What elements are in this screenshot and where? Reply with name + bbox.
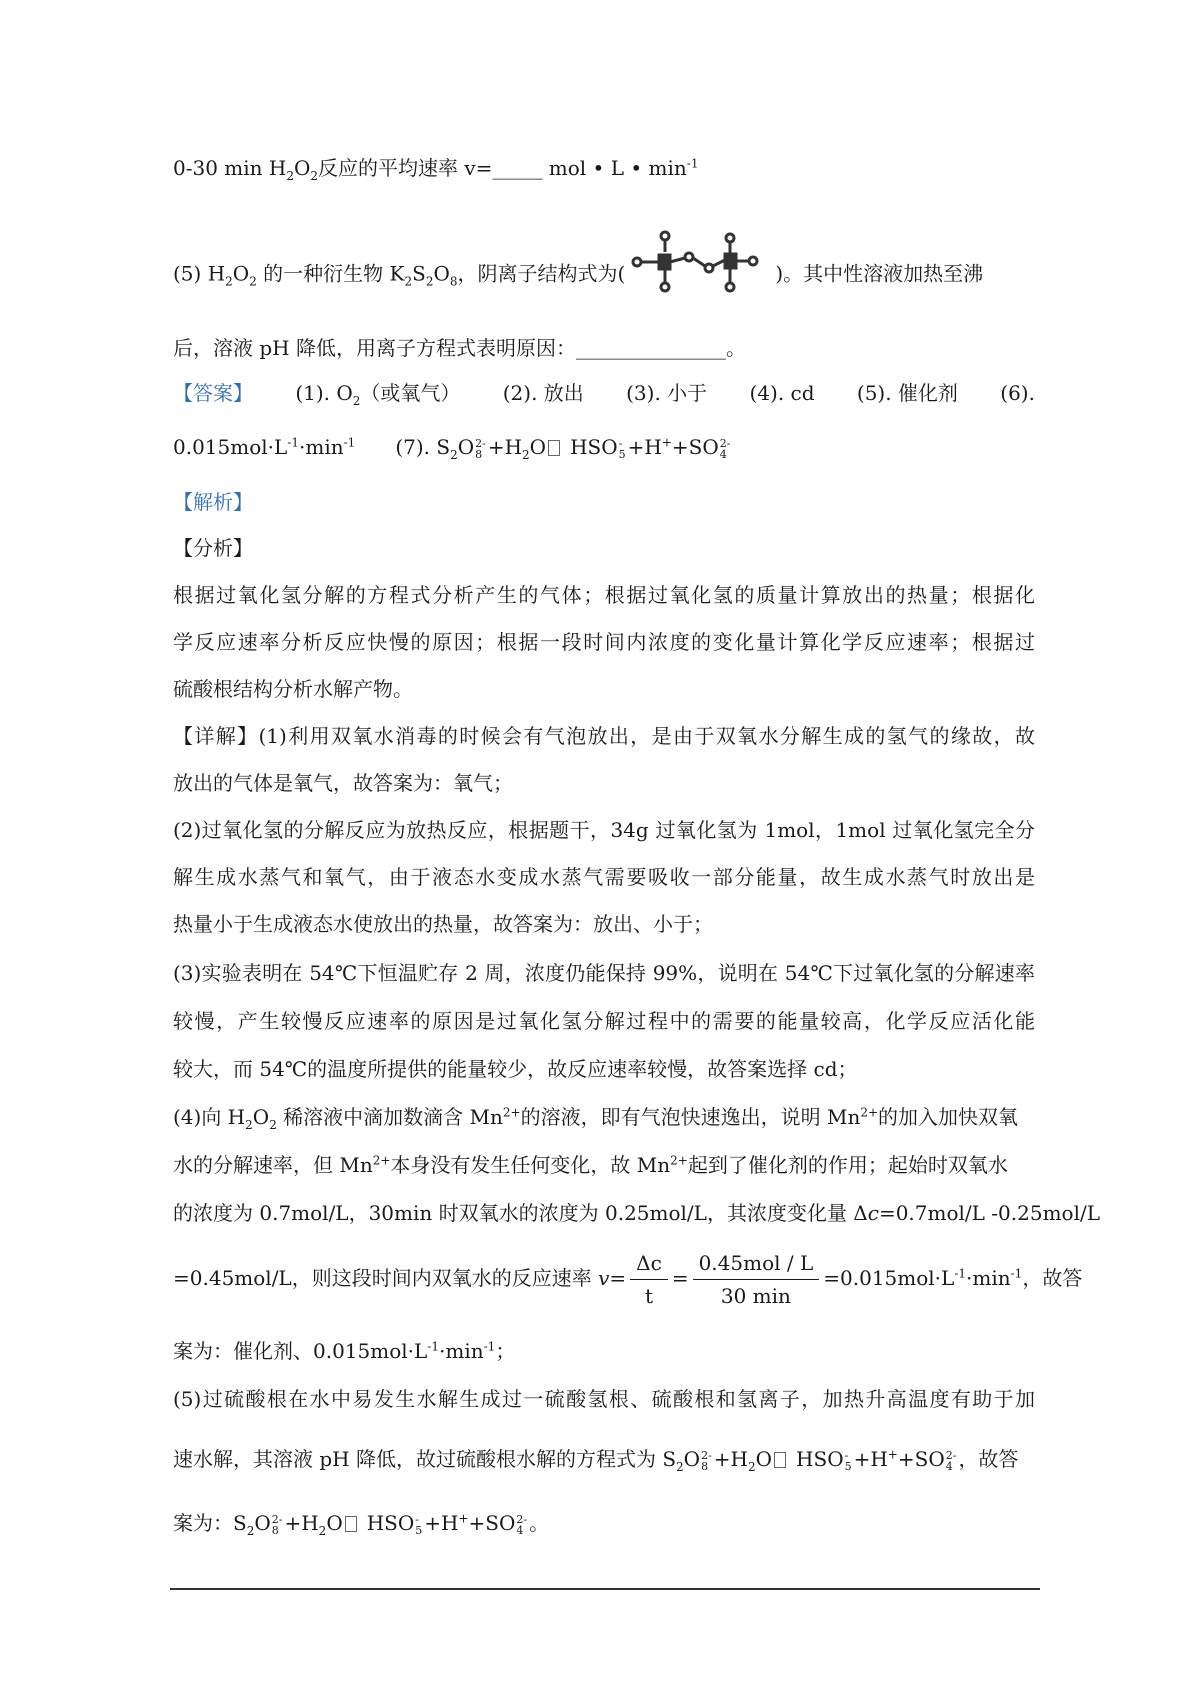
analysis-line-3: 硫酸根结构分析水解产物。	[173, 677, 413, 701]
text: （或氧气）	[360, 381, 461, 405]
text: 水的分解速率，但 Mn	[173, 1153, 373, 1177]
subscript: 2	[269, 1118, 277, 1132]
text: ，故答	[958, 1447, 1019, 1471]
detail-p1-line-1: 【详解】(1)利用双氧水消毒的时候会有气泡放出，是由于双氧水分解生成的氢气的缘故，故	[173, 724, 1035, 748]
superscript: 2+	[372, 1153, 391, 1168]
jiexi-tag: 【解析】	[173, 490, 253, 514]
text: 案为：	[173, 1511, 233, 1535]
text: O	[254, 1511, 271, 1535]
detail-p1-line-2: 放出的气体是氧气，故答案为：氧气；	[173, 771, 513, 795]
question-5-line	[173, 240, 1035, 310]
text: 0.015mol·L	[173, 435, 288, 459]
text: =0.7mol/L -0.25mol/L	[878, 1201, 1101, 1225]
answer-line-1	[173, 378, 1035, 408]
charge-script	[720, 438, 731, 460]
fraction-value	[693, 1250, 820, 1309]
subscript: 8	[449, 274, 458, 289]
text: 本身没有发生任何变化，故 Mn	[390, 1153, 671, 1177]
sup-text: -	[618, 436, 623, 450]
text: HSO	[796, 1447, 844, 1471]
text: +SO	[671, 435, 719, 459]
text: O	[529, 435, 547, 459]
sub-text: 4	[516, 1523, 524, 1537]
detail-p4-line-4	[173, 1248, 1083, 1309]
numerator: Δc	[630, 1250, 668, 1280]
answer-item-1	[295, 378, 460, 408]
text: +SO	[468, 1511, 516, 1535]
subscript: 2	[676, 1460, 684, 1474]
answer-item-4: (4). cd	[749, 381, 815, 405]
subscript: 2	[748, 1460, 756, 1474]
detail-p4-line-1	[173, 1102, 1035, 1132]
text: (4)向 H	[173, 1105, 246, 1129]
text: 的溶液，即有气泡快速逸出，说明 Mn	[520, 1105, 861, 1129]
superscript: +	[661, 435, 672, 450]
sub-text: 5	[618, 447, 626, 461]
text: (1). O	[295, 381, 353, 405]
answer-tag: 【答案】	[173, 381, 253, 405]
charge-script	[946, 1450, 957, 1472]
sup-text: 2-	[271, 1512, 283, 1526]
text: +H	[284, 1511, 319, 1535]
detail-p5-line-2	[173, 1444, 1035, 1474]
text: +H	[424, 1511, 459, 1535]
text: +H	[627, 435, 662, 459]
peroxydisulfate-structure-image	[625, 240, 775, 310]
footer-divider	[170, 1588, 1040, 1590]
sub-text: 5	[844, 1459, 852, 1473]
detail-p5-line-3	[173, 1508, 1035, 1538]
numerator: 0.45mol / L	[693, 1250, 820, 1280]
text: 。	[529, 1511, 550, 1535]
subscript: 2	[249, 274, 257, 289]
denominator: 30 min	[720, 1284, 791, 1308]
subscript: 2	[425, 274, 434, 289]
subscript: 2	[404, 274, 413, 289]
sub-text: 5	[415, 1523, 423, 1537]
text: 案为：催化剂、0.015mol·L	[173, 1339, 428, 1363]
text: 起到了催化剂的作用；起始时双氧水	[687, 1153, 1008, 1177]
text: ，阴离子结构式为(	[457, 261, 626, 286]
text: 速水解，其溶液 pH 降低，故过硫酸根水解的方程式为 S	[173, 1447, 677, 1471]
charge-script	[845, 1450, 852, 1472]
sup-text: -	[844, 1448, 849, 1462]
sup-text: 2-	[945, 1448, 957, 1462]
question-5-line-2: 后，溶液 pH 降低，用离子方程式表明原因：_______________。	[173, 336, 746, 360]
answer-line-2	[173, 432, 1035, 462]
text: O	[326, 1511, 343, 1535]
subscript: 2	[225, 274, 233, 289]
text: )。其中性溶液加热至沸	[775, 261, 984, 286]
text: HSO	[366, 1511, 415, 1535]
analysis-line-2: 学反应速率分析反应快慢的原因；根据一段时间内浓度的变化量计算化学反应速率；根据过	[173, 630, 1035, 654]
text: HSO	[570, 435, 618, 459]
text: v	[598, 1266, 610, 1290]
charge-script	[475, 438, 486, 460]
text: +H	[713, 1447, 748, 1471]
text: +H	[487, 435, 523, 459]
text: =	[609, 1266, 627, 1290]
superscript: +	[458, 1511, 469, 1526]
superscript: -1	[427, 1339, 439, 1354]
analysis-line-1: 根据过氧化氢分解的方程式分析产生的气体；根据过氧化氢的质量计算放出的热量；根据化	[173, 583, 1035, 607]
text: S	[412, 261, 426, 286]
text: ·min	[299, 435, 344, 459]
text: O	[232, 261, 250, 286]
charge-script	[272, 1514, 283, 1536]
charge-script	[619, 438, 626, 460]
text: =0.015mol·L	[823, 1266, 955, 1290]
text: ·min	[966, 1266, 1011, 1290]
text: ·min	[439, 1339, 484, 1363]
text: O	[457, 435, 475, 459]
text: =	[671, 1266, 689, 1290]
text: 的一种衍生物 K	[256, 261, 405, 286]
superscript: 2+	[860, 1105, 879, 1120]
text: S	[233, 1511, 247, 1535]
detail-p2-line-1: (2)过氧化氢的分解反应为放热反应，根据题干，34g 过氧化氢为 1mol，1mol 过氧化氢完全分	[173, 818, 1035, 842]
text: +H	[853, 1447, 888, 1471]
text: ，故答	[1022, 1266, 1083, 1290]
text: O	[755, 1447, 773, 1471]
text: 稀溶液中滴加数滴含 Mn	[276, 1105, 503, 1129]
sub-text: 8	[271, 1523, 279, 1537]
text: (7). S	[395, 435, 451, 459]
superscript: 2+	[502, 1105, 521, 1120]
answer-item-5: (5). 催化剂	[856, 381, 958, 405]
answer-item-6: (6).	[1000, 381, 1035, 405]
denominator: t	[644, 1284, 653, 1308]
text: 的加入加快双氧	[878, 1105, 1019, 1129]
sub-text: 8	[475, 447, 483, 461]
sup-text: 2-	[475, 436, 486, 450]
superscript: 2+	[670, 1153, 688, 1168]
text: =0.45mol/L，则这段时间内双氧水的反应速率	[173, 1266, 599, 1290]
subscript: 2	[246, 1524, 255, 1538]
subscript: 2	[318, 1524, 327, 1538]
sub-text: 4	[945, 1459, 953, 1473]
reversible-arrow-icon	[774, 1452, 786, 1468]
question-4-rate-line	[173, 153, 1035, 183]
subscript: 2	[310, 169, 319, 183]
detail-p2-line-2: 解生成水蒸气和氧气，由于液态水变成水蒸气需要吸收一部分能量，故生成水蒸气时放出是	[173, 865, 1035, 889]
answer-item-3: (3). 小于	[626, 381, 708, 405]
detail-p3-line-3: 较大，而 54℃的温度所提供的能量较少，故反应速率较慢，故答案选择 cd；	[173, 1057, 858, 1081]
superscript: -1	[483, 1339, 496, 1354]
subscript: 2	[245, 1118, 253, 1132]
reversible-arrow-icon	[345, 1516, 357, 1532]
detail-p4-line-5	[173, 1336, 1035, 1366]
fraction-delta-c-over-t	[630, 1250, 668, 1309]
detail-p4-line-2	[173, 1150, 1035, 1180]
charge-script	[516, 1514, 527, 1536]
charge-script	[701, 1450, 712, 1472]
superscript: -1	[287, 435, 299, 450]
sup-text: -	[415, 1512, 419, 1526]
answer-item-2: (2). 放出	[502, 381, 584, 405]
text: O	[252, 1105, 270, 1129]
text: +SO	[897, 1447, 945, 1471]
detail-p3-line-2: 较慢，产生较慢反应速率的原因是过氧化氢分解过程中的需要的能量较高，化学反应活化能	[173, 1009, 1035, 1033]
detail-p5-line-1: (5)过硫酸根在水中易发生水解生成过一硫酸氢根、硫酸根和氢离子，加热升高温度有助于加	[173, 1387, 1035, 1411]
detail-p4-line-3	[173, 1198, 1101, 1228]
sub-text: 4	[719, 447, 727, 461]
superscript: -1	[343, 435, 356, 450]
text: O	[683, 1447, 701, 1471]
subscript: 2	[352, 394, 361, 408]
sup-text: 2-	[701, 1448, 712, 1462]
sub-text: 8	[701, 1459, 709, 1473]
subscript: 2	[286, 169, 294, 183]
detail-p2-line-3: 热量小于生成液态水使放出的热量，故答案为：放出、小于；	[173, 912, 713, 936]
text: O	[433, 261, 450, 286]
charge-script	[415, 1514, 422, 1536]
superscript: -1	[686, 156, 699, 171]
text: c	[867, 1201, 879, 1225]
sup-text: 2-	[516, 1512, 528, 1526]
detail-p3-line-1: (3)实验表明在 54℃下恒温贮存 2 周，浓度仍能保持 99%，说明在 54℃下过氧化氢的分解速率	[173, 961, 1035, 985]
superscript: -1	[1010, 1266, 1023, 1281]
text: 0-30 min H	[173, 156, 287, 180]
fenxi-tag: 【分析】	[173, 536, 253, 560]
text: ；	[495, 1339, 516, 1363]
subscript: 2	[522, 448, 530, 462]
text: 反应的平均速率 v=_____ mol • L • min	[318, 156, 687, 180]
subscript: 2	[450, 448, 458, 462]
reversible-arrow-icon	[548, 440, 560, 456]
sup-text: 2-	[719, 436, 731, 450]
text: (5) H	[173, 261, 226, 286]
superscript: -1	[954, 1266, 967, 1281]
text: O	[293, 156, 311, 180]
text: 的浓度为 0.7mol/L，30min 时双氧水的浓度为 0.25mol/L，其浓度变化量 Δ	[173, 1201, 868, 1225]
superscript: +	[887, 1447, 898, 1462]
